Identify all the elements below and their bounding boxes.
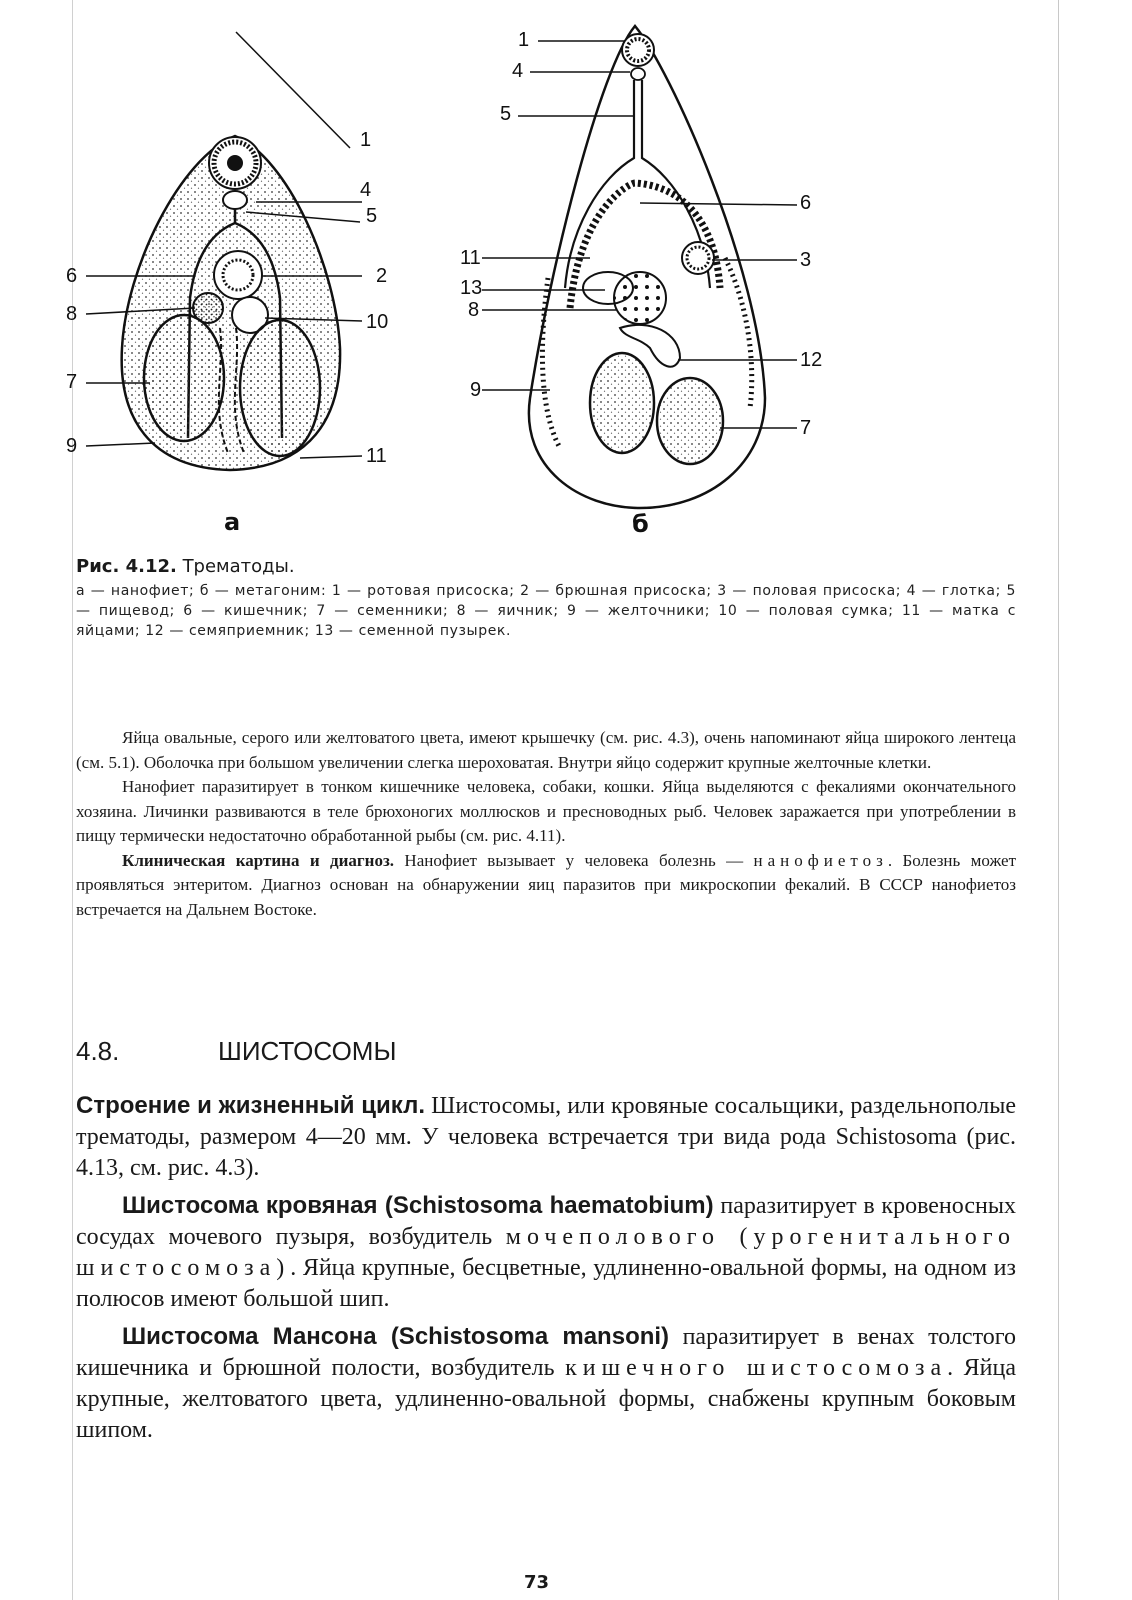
- paragraph-clinical: [76, 849, 1016, 923]
- callout-b-13: 13: [460, 277, 483, 299]
- small-print-text: [76, 726, 1016, 922]
- callout-b-4: 4: [512, 60, 524, 82]
- callout-a-7: 7: [66, 371, 78, 393]
- callout-b-6: 6: [800, 192, 812, 214]
- callout-b-11: 11: [460, 247, 481, 269]
- callout-a-1: 1: [360, 129, 372, 151]
- haematobium-term: мочеполового (урогенитального шистосомоза): [76, 1224, 1016, 1281]
- callout-b-8: 8: [468, 299, 480, 321]
- caption-legend: а — нанофиет; б — метагоним: 1 — ротовая присоска; 2 — брюшная присоска; 3 — половая присоска; 4 — глотка; 5 — пищевод; 6 — кишечник; 7 — семенники; 8 — яичник; 9 — желточники; 10 — половая сумка; 11 — матка с яйцами; 12 — семяприемник; 13 — семенной пузырек.: [76, 583, 1016, 639]
- mansoni-heading: Шистосома Мансона (Schistosoma mansoni): [122, 1323, 670, 1350]
- structure-heading: Строение и жизненный цикл.: [76, 1092, 425, 1119]
- mansoni-text-a: паразитирует в венах толстого кишечника и брюшной полости, возбудитель: [76, 1324, 1017, 1381]
- paragraph-structure: [76, 1090, 1016, 1184]
- caption-title: [76, 556, 1016, 577]
- page-number: 73: [524, 1572, 550, 1593]
- panel-b-label: б: [632, 510, 649, 538]
- haematobium-text-a: паразитирует в кровеносных сосудах мочевого пузыря, возбудитель: [76, 1193, 1016, 1250]
- paragraph-eggs: Яйца овальные, серого или желтоватого цвета, имеют крышечку (см. рис. 4.3), очень напоминают яйца широкого лентеца (см. 5.1). Оболочка при большом увеличении слегка шероховатая. Внутри яйцо содержит крупные желточные клетки.: [76, 728, 1016, 772]
- main-text: [76, 1090, 1016, 1452]
- callout-a-9: 9: [66, 435, 78, 457]
- structure-text: Шистосомы, или кровяные сосальщики, раздельнополые трематоды, размером 4—20 мм. У человека встречается три вида рода Schistosoma (рис. 4.13, см. рис. 4.3).: [76, 1093, 1016, 1181]
- clinical-text-a: Нанофиет вызывает у человека болезнь —: [394, 850, 754, 870]
- callout-a-2: 2: [376, 265, 388, 287]
- section-title: ШИСТОСОМЫ: [218, 1036, 397, 1066]
- figure-caption: [76, 556, 1016, 641]
- clinical-text-b: . Болезнь может проявляться энтеритом. Диагноз основан на обнаружении яиц паразитов при микроскопии фекалий. В СССР нанофиетоз встречается на Дальнем Востоке.: [76, 850, 1017, 919]
- mansoni-text-b: . Яйца крупные, желтоватого цвета, удлиненно-овальной формы, снабжены крупным боковым шипом.: [76, 1355, 1016, 1443]
- trematode-illustrations: [60, 8, 1060, 548]
- callout-a-5: 5: [366, 205, 378, 227]
- haematobium-text-b: . Яйца крупные, бесцветные, удлиненно-овальной формы, на одном из полюсов имеют большой шип.: [76, 1255, 1016, 1312]
- callout-a-4: 4: [360, 179, 372, 201]
- callout-b-1: 1: [518, 29, 530, 51]
- callout-b-5: 5: [500, 103, 512, 125]
- figure-4-12: [60, 8, 1060, 548]
- paragraph-parasitism: Нанофиет паразитирует в тонком кишечнике человека, собаки, кошки. Яйца выделяются с фекалиями окончательного хозяина. Личинки развиваются в теле брюхоногих моллюсков и пресноводных рыб. Человек заражается при употреблении в пищу термически недостаточно обработанной рыбы (см. рис. 4.11).: [76, 777, 1016, 845]
- caption-heading: Трематоды.: [182, 556, 295, 577]
- callout-a-11: 11: [366, 445, 387, 467]
- panel-b-metagonimus: [482, 26, 797, 508]
- panel-a-nanophyetus: [86, 32, 362, 470]
- callout-b-3: 3: [800, 249, 812, 271]
- caption-label: Рис. 4.12.: [76, 556, 177, 577]
- callout-b-9: 9: [470, 379, 482, 401]
- callout-b-12: 12: [800, 349, 823, 371]
- section-number: 4.8.: [76, 1036, 120, 1066]
- clinical-heading: Клиническая картина и диагноз.: [122, 850, 395, 870]
- paragraph-mansoni: [76, 1321, 1016, 1446]
- section-heading: [76, 1036, 1016, 1067]
- disease-term: нанофиетоз: [753, 850, 888, 870]
- callout-b-7: 7: [800, 417, 812, 439]
- callout-a-10: 10: [366, 311, 389, 333]
- panel-a-label: а: [224, 508, 241, 536]
- haematobium-heading: Шистосома кровяная (Schistosoma haematobium): [122, 1192, 714, 1219]
- callout-a-8: 8: [66, 303, 78, 325]
- paragraph-haematobium: [76, 1190, 1016, 1315]
- callout-a-6: 6: [66, 265, 78, 287]
- mansoni-term: кишечного шистосомоза: [565, 1355, 948, 1381]
